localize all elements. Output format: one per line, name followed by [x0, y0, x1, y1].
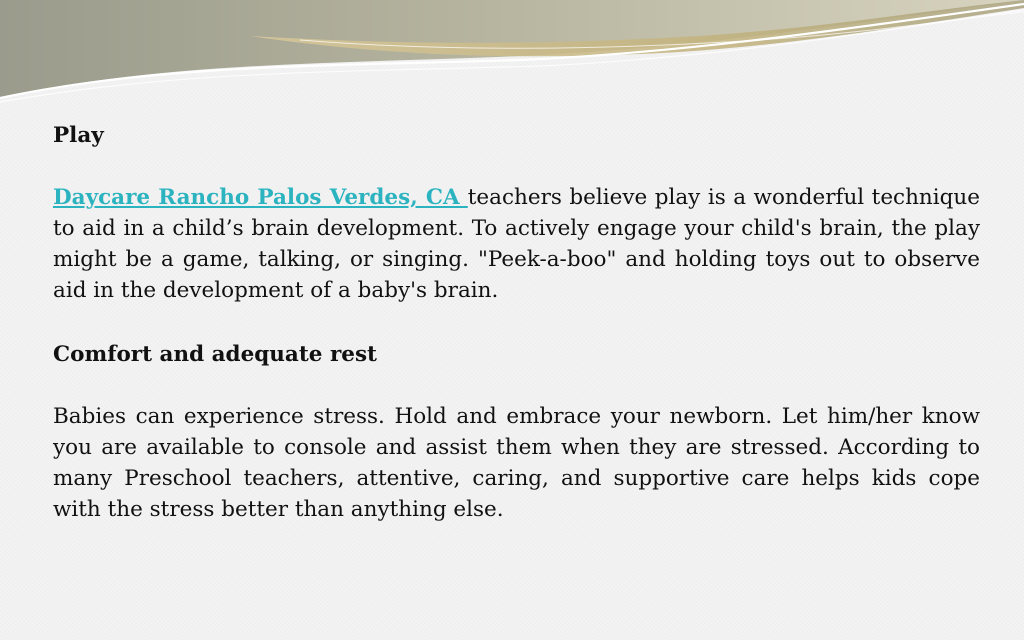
section-heading-comfort: Comfort and adequate rest [53, 342, 377, 367]
slide-content [53, 118, 980, 525]
section-body-comfort: Babies can experience stress. Hold and embrace your newborn. Let him/her know you are available to console and assist them when they are stressed. According to many Preschool teachers, attentive, caring, and supportive care helps kids cope with the stress better than anything else. [53, 404, 980, 522]
spacer [53, 370, 980, 401]
section-heading-play: Play [53, 123, 104, 148]
spacer [53, 306, 980, 337]
spacer [53, 151, 980, 182]
section-body-play [53, 182, 980, 306]
daycare-link[interactable]: Daycare Rancho Palos Verdes, CA [53, 185, 468, 210]
section-body-play-text: teachers believe play is a wonderful technique to aid in a child’s brain development. To actively engage your child's brain, the play might be a game, talking, or singing. "Peek-a-boo" and holding toys out to observe aid in the development of a baby's brain. [53, 185, 980, 303]
header-wave-decoration [0, 0, 1024, 110]
